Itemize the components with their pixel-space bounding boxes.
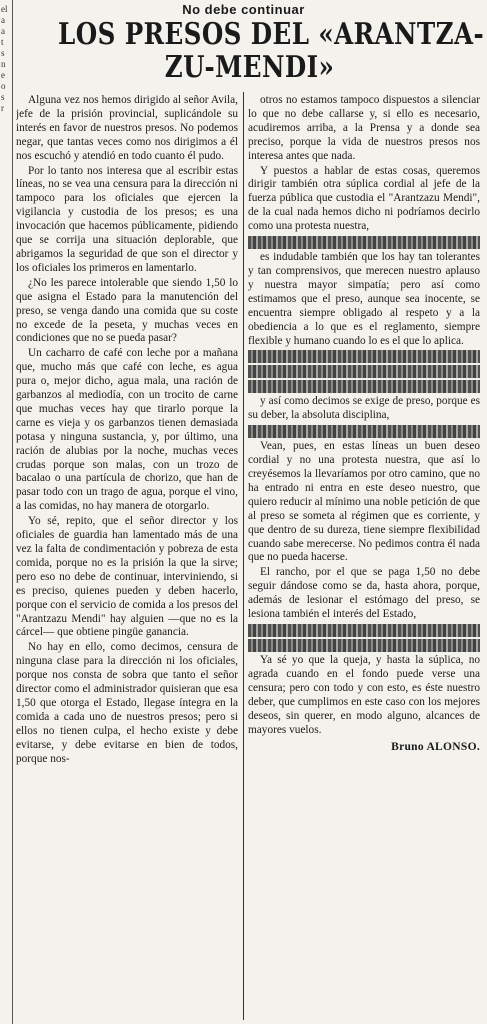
margin-char: t	[1, 37, 4, 47]
paragraph: y así como decimos se exige de preso, porque es su deber, la absoluta disciplina,	[248, 395, 480, 422]
margin-char: el	[1, 4, 8, 14]
margin-char: s	[1, 48, 5, 58]
headline-line-1: LOS PRESOS DEL «ARANTZA-	[58, 17, 485, 52]
margin-char: a	[1, 15, 5, 25]
margin-char: e	[1, 70, 5, 80]
censored-block	[248, 365, 480, 378]
censored-block	[248, 236, 480, 249]
paragraph: No hay en ello, como decimos, censura de ninguna clase para la dirección ni los oficiales, porque nos consta de sobra que tanto el señor director como el administrador quisieran que esa 1,50 que otorga el Estado, llegase íntegra en la comida a cada uno de nuestros presos; pero si ellos no tienen culpa, el hecho existe y debe evitarse, y debe evitarse en bien de todos, porque nos-	[16, 641, 238, 765]
article-column-left	[16, 94, 238, 1020]
censored-block	[248, 624, 480, 637]
paragraph: Por lo tanto nos interesa que al escribir estas líneas, no se vea una censura para la dirección ni tampoco para los oficiales que ejercen la vigilancia y custodia de los presos; es una invocación que hacemos públicamente, pidiendo que se corrija una situación deplorable, que abrigamos la seguridad de que son el director y los oficiales los primeros en lamentarlo.	[16, 164, 238, 274]
margin-char: n	[1, 59, 6, 69]
censored-block	[248, 425, 480, 438]
paragraph: Vean, pues, en estas líneas un buen deseo cordial y no una protesta nuestra, que así lo creyésemos la llevaríamos por otro camino, que no ha entrado ni entra en este deseo nuestro, que quiero reducir al mínimo una noble petición de que al preso se someta al régimen que es corriente, y que dentro de su dureza, tiene siempre flexibilidad cuando sabe merecerse. No pedimos contra él nada que no pueda hacerse.	[248, 440, 480, 564]
paragraph: Un cacharro de café con leche por a mañana que, mucho más que café con leche, es agua pura o, mejor dicho, agua mala, una ración de garbanzos al mediodía, con un trocito de carne que muchas veces hay que tirarlo porque la carne es vieja y os garbanzos tienen demasiada potasa y ninguna sustancia, y, por último, una ración de alubias por la noche, muchas veces crudas porque son malas, con un trozo de bacalao o una partícula de chorizo, que han de pasar todo con un trago de agua, porque el vino, a las comidas, no hay manera de otorgarlo.	[16, 347, 238, 513]
paragraph: Alguna vez nos hemos dirigido al señor Avila, jefe de la prisión provincial, suplicándole su interés en favor de nuestros presos. No podemos negar, que tantas veces como nos dirigimos a él nos escuchó y atendió en todo cuanto él pudo.	[16, 94, 238, 162]
margin-char: a	[1, 26, 5, 36]
column-rule	[243, 92, 244, 1020]
margin-char: r	[1, 103, 4, 113]
censored-block	[248, 350, 480, 363]
censored-block	[248, 380, 480, 393]
author-signature: Bruno ALONSO.	[391, 741, 480, 754]
paragraph: es indudable también que los hay tan tolerantes y tan comprensivos, que merecen nuestro aplauso y nuestra mayor simpatía; pero así como estimamos que el preso, aunque sea inocente, se encuentra siempre obligado al respeto y a la obediencia a lo que es el reglamento, siempre flexible y humano cuando lo es el que lo aplica.	[248, 251, 480, 347]
margin-char: o	[1, 81, 6, 91]
adjacent-column-fragment	[0, 0, 13, 1024]
article-column-right	[248, 94, 480, 1020]
paragraph: Ya sé yo que la queja, y hasta la súplica, no agrada cuando en el fondo puede verse una censura; pero con todo y con esto, es éste nuestro deber, que cumplimos en este caso con los mejores deseos, sin querer, en modo alguno, alcances de mayores vuelos.	[248, 654, 480, 736]
paragraph: Yo sé, repito, que el señor director y los oficiales de guardia han lamentado más de una vez la falta de condimentación y pobreza de esta comida, porque no es la prisión la que la sirve; pero eso no debe de continuar, interviniendo, si es preciso, quienes pueden y deben hacerlo, porque con el servicio de comida a los presos del "Arantzazu Mendi" hay alguien —que no es la cárcel— que obtiene pingüe ganancia.	[16, 515, 238, 639]
censored-block	[248, 639, 480, 652]
headline-line-2: ZU-MENDI»	[164, 50, 335, 85]
margin-char: s	[1, 92, 5, 102]
kicker: No debe continuar	[182, 2, 305, 17]
paragraph: otros no estamos tampoco dispuestos a silenciar lo que no debe callarse y, si ello es necesario, acudiremos arriba, a la Prensa y a donde sea preciso, porque la vida de nuestros presos nos interesa antes que nada.	[248, 94, 480, 162]
headline	[58, 17, 485, 85]
paragraph: Y puestos a hablar de estas cosas, queremos dirigir también otra súplica cordial al jefe de la fuerza pública que custodia el "Arantzazu Mendi", de la cual nada hemos dicho ni podríamos decirlo como una protesta nuestra,	[248, 164, 480, 233]
paragraph: El rancho, por el que se paga 1,50 no debe seguir dándose como se da, hasta ahora, porque, además de lesionar el estómago del preso, se lesiona también el interés del Estado,	[248, 566, 480, 621]
paragraph: ¿No les parece intolerable que siendo 1,50 lo que asigna el Estado para la manutención del preso, se venga dando una comida que su coste no excede de la peseta, y muchas veces en condiciones que no se pueda pasar?	[16, 276, 238, 345]
